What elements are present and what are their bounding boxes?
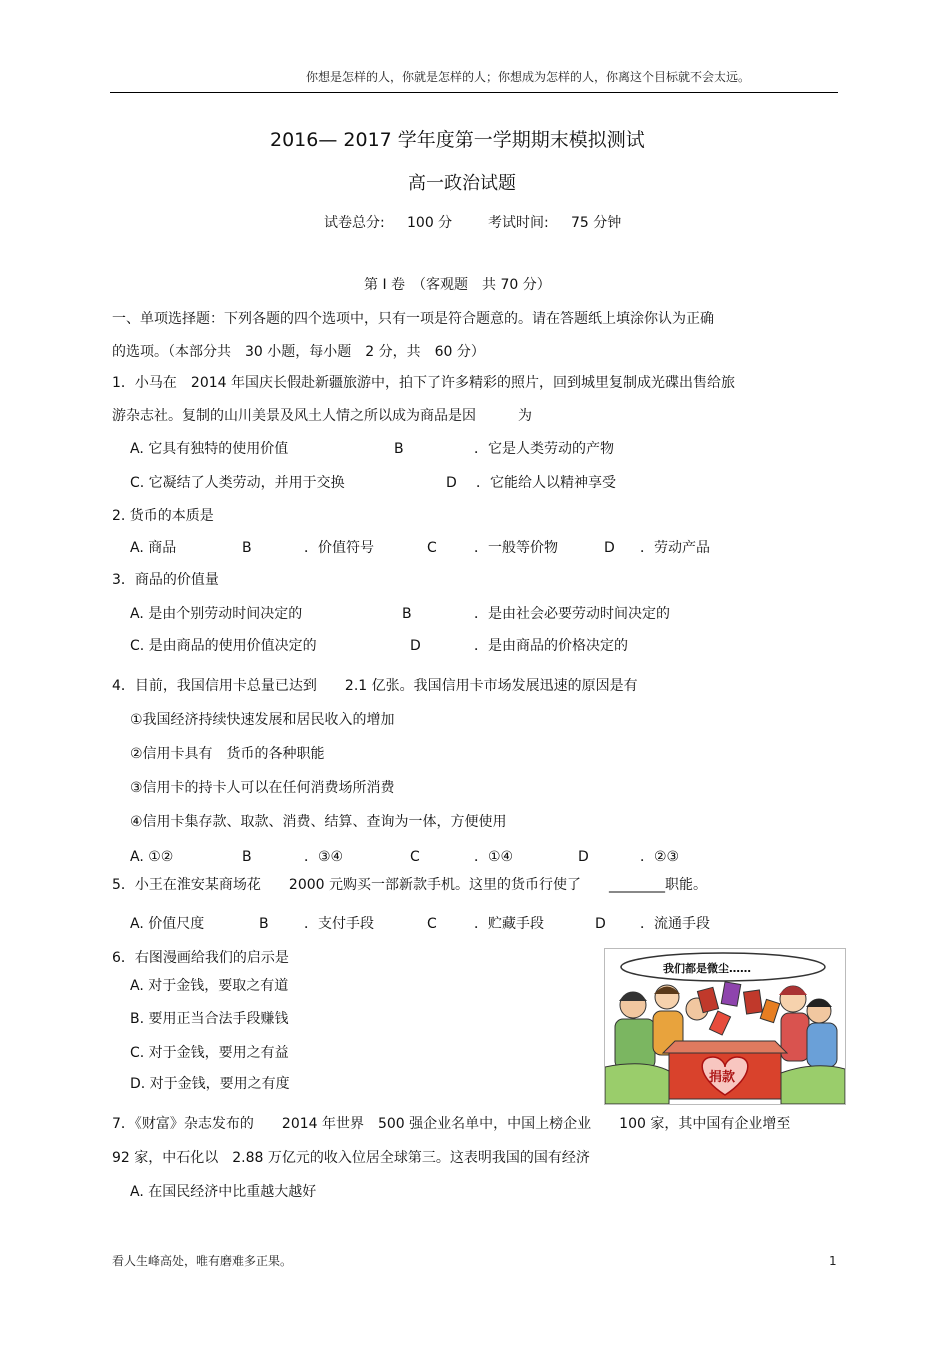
q4-option-a: A. ①② — [130, 849, 174, 865]
instruction-line-2: 的选项。（本部分共 30 小题，每小题 2 分，共 60 分） — [112, 344, 485, 360]
q4-statement-3: ③信用卡的持卡人可以在任何消费场所消费 — [130, 780, 395, 796]
q5-option-d-letter: D — [595, 916, 606, 932]
ground — [605, 1064, 669, 1104]
exam-time-value: 75 分钟 — [571, 215, 622, 231]
q6-option-a: A. 对于金钱，要取之有道 — [130, 978, 289, 994]
q1-option-c: C. 它凝结了人类劳动，并用于交换 — [130, 475, 345, 491]
q6-stem: 6．右图漫画给我们的启示是 — [112, 950, 289, 966]
money-note — [721, 982, 741, 1006]
person-hair — [619, 992, 647, 1001]
ground — [781, 1066, 845, 1104]
header-motto: 你想是怎样的人，你就是怎样的人；你想成为怎样的人，你离这个目标就不会太远。 — [306, 70, 751, 84]
q4-option-c: ．①④ — [474, 849, 514, 865]
money-note — [709, 1011, 730, 1035]
q4-option-c-letter: C — [410, 849, 420, 865]
q4-option-d: ．②③ — [640, 849, 680, 865]
q3-option-a: A. 是由个别劳动时间决定的 — [130, 606, 303, 622]
person-hair — [779, 986, 807, 995]
q7-stem-line-2: 92 家，中石化以 2.88 万亿元的收入位居全球第三。这表明我国的国有经济 — [112, 1150, 590, 1166]
exam-title: 2016— 2017 学年度第一学期期末模拟测试 — [270, 129, 645, 151]
q3-option-b: ．是由社会必要劳动时间决定的 — [474, 606, 670, 622]
q2-stem: 2. 货币的本质是 — [112, 508, 214, 524]
money-note — [760, 999, 779, 1022]
q1-option-b: ．它是人类劳动的产物 — [474, 441, 614, 457]
q5-option-c-letter: C — [427, 916, 437, 932]
q6-option-d: D. 对于金钱，要用之有度 — [130, 1076, 290, 1092]
q4-stem: 4．目前，我国信用卡总量已达到 2.1 亿张。我国信用卡市场发展迅速的原因是有 — [112, 678, 638, 694]
footer-motto: 看人生峰高处，唯有磨难多正果。 — [112, 1254, 293, 1268]
q4-option-b-letter: B — [242, 849, 252, 865]
total-score-label: 试卷总分: — [324, 215, 385, 231]
person-body — [615, 1019, 655, 1069]
person-body — [807, 1023, 837, 1067]
exam-time-label: 考试时间: — [488, 215, 549, 231]
q2-option-d: ．劳动产品 — [640, 540, 710, 556]
q1-stem-line-1: 1．小马在 2014 年国庆长假赴新疆旅游中，拍下了许多精彩的照片，回到城里复制成光碟出售给旅 — [112, 375, 735, 391]
q6-option-c: C. 对于金钱，要用之有益 — [130, 1045, 289, 1061]
q1-option-a: A. 它具有独特的使用价值 — [130, 441, 289, 457]
q4-statement-2: ②信用卡具有 货币的各种职能 — [130, 746, 325, 762]
q1-option-d: ．它能给人以精神享受 — [476, 475, 616, 491]
page-number: 1 — [829, 1254, 837, 1268]
q4-statement-4: ④信用卡集存款、取款、消费、结算、查询为一体，方便使用 — [130, 814, 507, 830]
q3-stem: 3．商品的价值量 — [112, 572, 219, 588]
cartoon-caption: 我们都是微尘…… — [663, 962, 751, 975]
cartoon-drawing — [605, 949, 845, 1104]
header-rule — [110, 92, 838, 93]
q2-option-c: ．一般等价物 — [474, 540, 558, 556]
q7-option-a: A. 在国民经济中比重越大越好 — [130, 1184, 317, 1200]
q4-statement-1: ①我国经济持续快速发展和居民收入的增加 — [130, 712, 395, 728]
q3-option-c: C. 是由商品的使用价值决定的 — [130, 638, 317, 654]
exam-subject: 高一政治试题 — [408, 173, 516, 194]
q1-stem-line-2: 游杂志社。复制的山川美景及风土人情之所以成为商品是因 为 — [112, 408, 532, 424]
instruction-line-1: 一、单项选择题：下列各题的四个选项中，只有一项是符合题意的。请在答题纸上填涂你认为正确 — [112, 311, 714, 327]
donation-box-top — [663, 1041, 787, 1053]
q5-option-c: ．贮藏手段 — [474, 916, 544, 932]
money-note — [744, 990, 763, 1014]
donation-box-label: 捐款 — [709, 1070, 736, 1085]
person-hair — [654, 987, 680, 995]
person-hair — [806, 999, 832, 1007]
q2-option-a: A. 商品 — [130, 540, 177, 556]
q3-option-d: ．是由商品的价格决定的 — [474, 638, 628, 654]
q5-option-d: ．流通手段 — [640, 916, 710, 932]
donation-cartoon — [604, 948, 846, 1105]
q2-option-c-letter: C — [427, 540, 437, 556]
total-score-value: 100 分 — [407, 215, 453, 231]
person-body — [781, 1013, 809, 1061]
q2-option-d-letter: D — [604, 540, 615, 556]
q2-option-b: ．价值符号 — [304, 540, 374, 556]
q3-option-d-letter: D — [410, 638, 421, 654]
q4-option-d-letter: D — [578, 849, 589, 865]
q5-option-b-letter: B — [259, 916, 269, 932]
q1-option-b-letter: B — [394, 441, 404, 457]
q7-stem-line-1: 7．《财富》杂志发布的 2014 年世界 500 强企业名单中，中国上榜企业 100 家，其中国有企业增至 — [112, 1116, 791, 1132]
q5-option-b: ．支付手段 — [304, 916, 374, 932]
q5-stem: 5．小王在淮安某商场花 2000 元购买一部新款手机。这里的货币行使了 ________职能。 — [112, 877, 707, 893]
section-heading: 第 I 卷 （客观题 共 70 分） — [364, 277, 551, 293]
q6-option-b: B. 要用正当合法手段赚钱 — [130, 1011, 289, 1027]
q4-option-b: ．③④ — [304, 849, 344, 865]
q5-option-a: A. 价值尺度 — [130, 916, 205, 932]
q2-option-b-letter: B — [242, 540, 252, 556]
q3-option-b-letter: B — [402, 606, 412, 622]
q1-option-d-letter: D — [446, 475, 457, 491]
